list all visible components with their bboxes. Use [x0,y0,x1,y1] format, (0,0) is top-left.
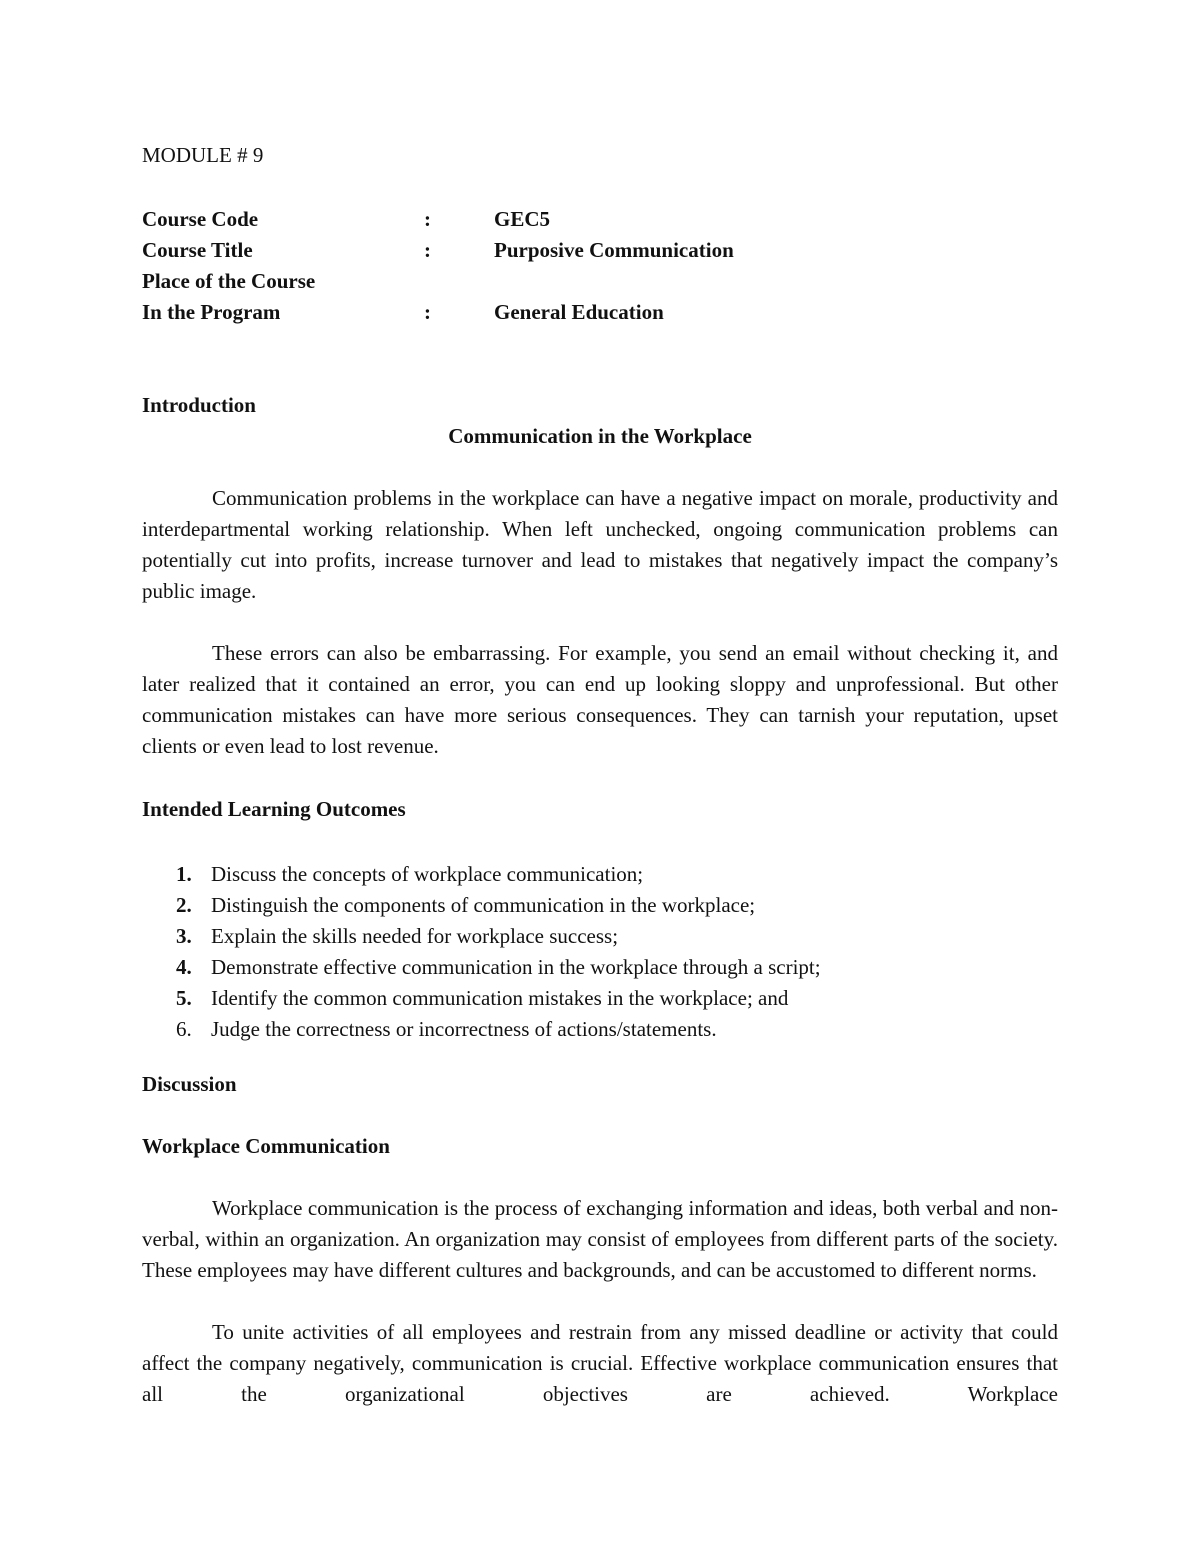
outcomes-list [142,859,1058,1045]
course-info-row [142,206,1058,237]
course-info-value: General Education [494,300,664,324]
list-item-number: 1. [176,862,192,886]
discussion-paragraph: To unite activities of all employees and restrain from any missed deadline or activity that could affect the company negatively, communication is crucial. Effective workplace communication ensures that all the organizational objectives are achieved. Workplace [142,1320,1058,1406]
list-item-number: 4. [176,955,192,979]
discussion-subheading: Workplace Communication [142,1134,390,1158]
list-item [142,921,1058,952]
list-item [142,890,1058,921]
course-info-value: GEC5 [494,207,551,231]
course-info-row [142,299,1058,330]
introduction-paragraph: These errors can also be embarrassing. For example, you send an email without checking it, and later realized that it contained an error, you can end up looking sloppy and unprofessional. But other communication mistakes can have more serious consequences. They can tarnish your reputation, upset clients or even lead to lost revenue. [142,641,1058,758]
list-item-number: 6. [176,1017,192,1041]
outcomes-heading: Intended Learning Outcomes [142,797,406,821]
course-info-colon: : [424,300,431,324]
list-item [142,1014,1058,1045]
list-item-text: Discuss the concepts of workplace communication; [211,862,644,886]
course-info-colon: : [424,207,431,231]
list-item [142,983,1058,1014]
course-info-table [142,206,1058,330]
list-item-text: Distinguish the components of communication in the workplace; [211,893,756,917]
course-info-label: In the Program [142,300,281,324]
discussion-paragraph: Workplace communication is the process of exchanging information and ideas, both verbal and non-verbal, within an organization. An organization may consist of employees from different parts of the society. These employees may have different cultures and backgrounds, and can be accustomed to different norms. [142,1196,1058,1282]
list-item-number: 3. [176,924,192,948]
list-item-number: 5. [176,986,192,1010]
course-info-label: Course Title [142,238,253,262]
list-item [142,952,1058,983]
discussion-heading: Discussion [142,1072,237,1096]
list-item-text: Explain the skills needed for workplace success; [211,924,619,948]
list-item-text: Identify the common communication mistakes in the workplace; and [211,986,789,1010]
list-item [142,859,1058,890]
module-title: MODULE # 9 [142,143,264,167]
course-info-row [142,237,1058,268]
course-info-label: Course Code [142,207,259,231]
introduction-paragraph: Communication problems in the workplace can have a negative impact on morale, productivity and interdepartmental working relationship. When left unchecked, ongoing communication problems can potentially cut into profits, increase turnover and lead to mistakes that negatively impact the company’s public image. [142,486,1058,603]
list-item-number: 2. [176,893,192,917]
course-info-colon: : [424,238,431,262]
introduction-title: Communication in the Workplace [448,424,752,448]
course-info-label: Place of the Course [142,269,316,293]
introduction-heading: Introduction [142,393,256,417]
course-info-value: Purposive Communication [494,238,734,262]
list-item-text: Judge the correctness or incorrectness of actions/statements. [211,1017,717,1041]
list-item-text: Demonstrate effective communication in the workplace through a script; [211,955,821,979]
course-info-row [142,268,1058,299]
